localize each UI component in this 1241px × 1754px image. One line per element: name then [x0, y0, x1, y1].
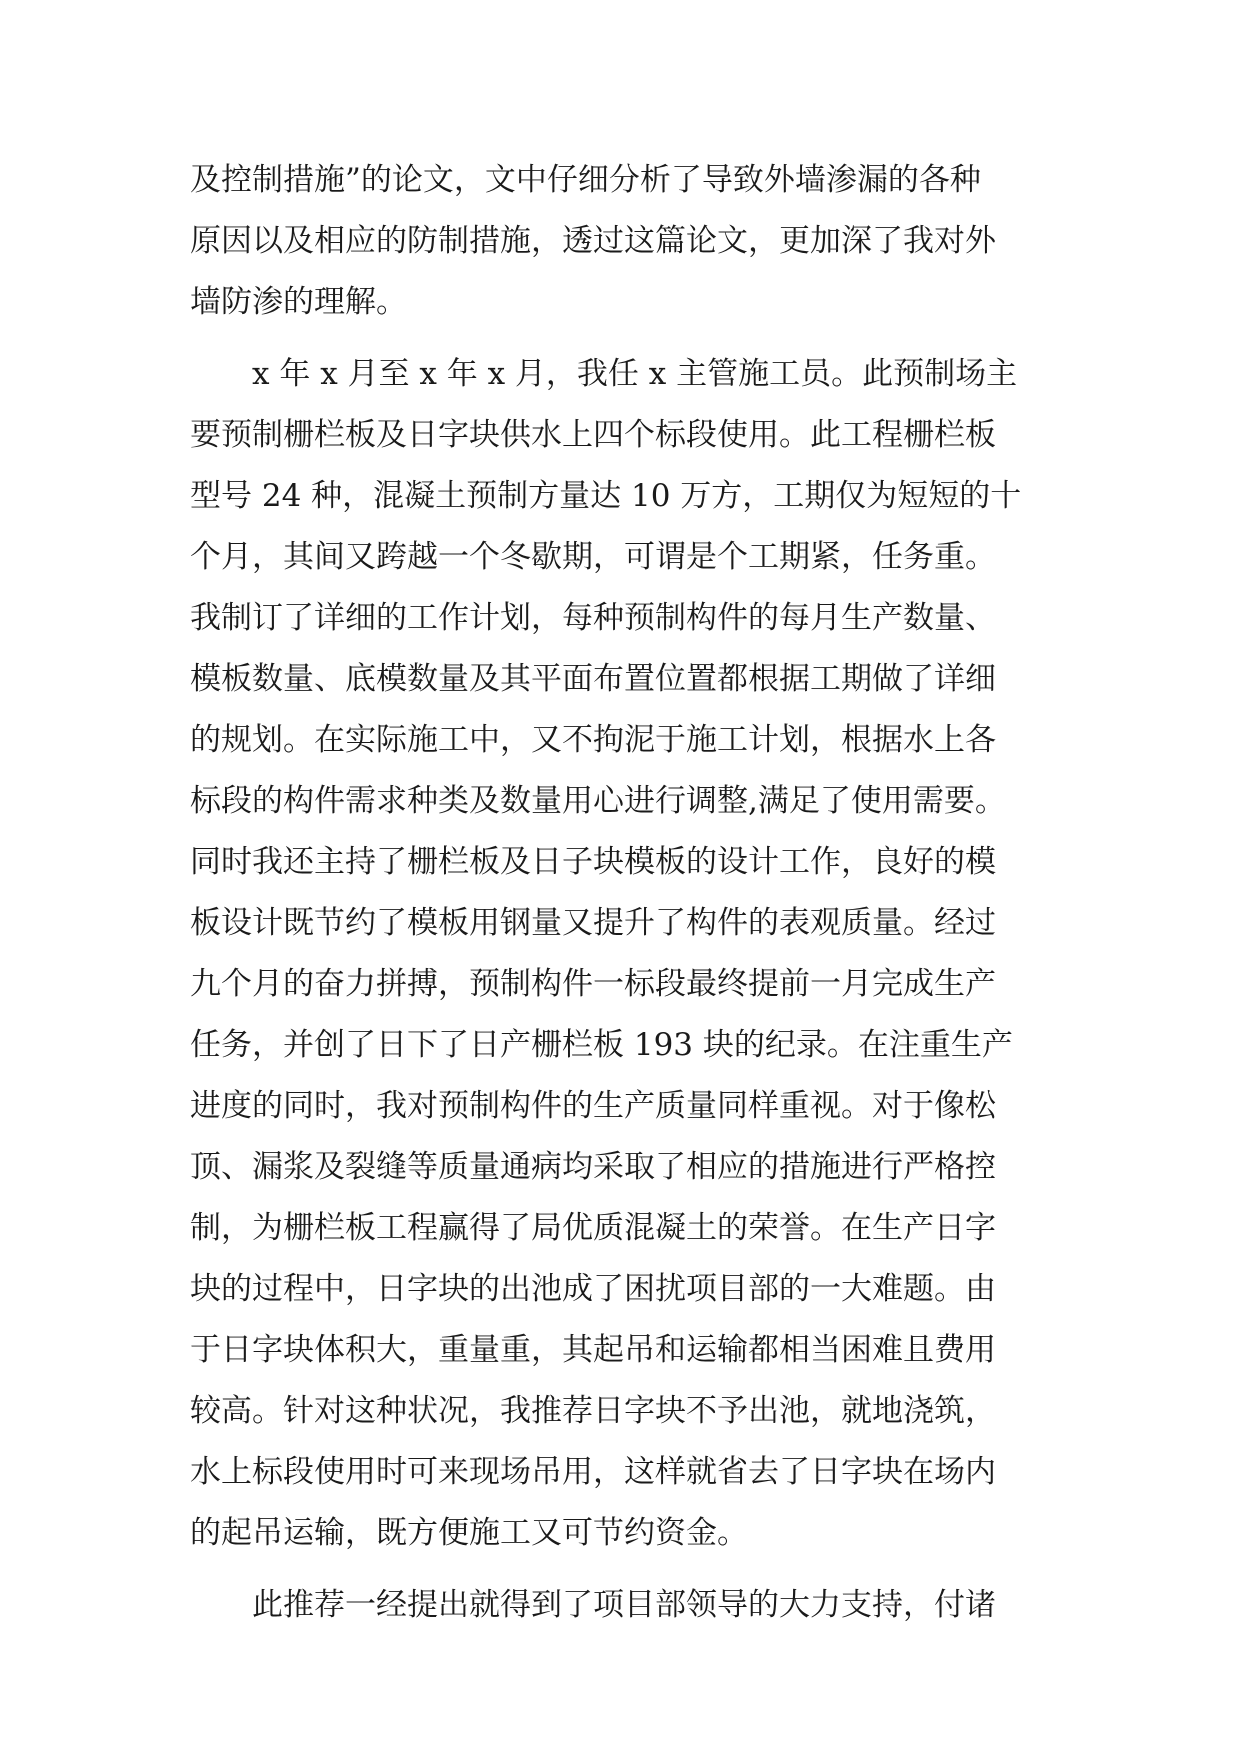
text-line: 较高。针对这种状况，我推荐日字块不予出池，就地浇筑，	[190, 1393, 996, 1429]
text-line: 的起吊运输，既方便施工又可节约资金。	[190, 1515, 748, 1551]
text-line: 个月，其间又跨越一个冬歇期，可谓是个工期紧，任务重。	[190, 539, 996, 575]
text-line: 任务，并创了日下了日产栅栏板 193 块的纪录。在注重生产	[190, 1027, 1013, 1063]
text-line: 的规划。在实际施工中，又不拘泥于施工计划，根据水上各	[190, 722, 996, 758]
text-line: 板设计既节约了模板用钢量又提升了构件的表观质量。经过	[190, 905, 996, 941]
text-line: 九个月的奋力拼搏，预制构件一标段最终提前一月完成生产	[190, 966, 996, 1002]
text-line: 原因以及相应的防制措施，透过这篇论文，更加深了我对外	[190, 223, 996, 259]
paragraph-gap	[190, 333, 1060, 344]
text-line: 此推荐一经提出就得到了项目部领导的大力支持，付诸	[190, 1587, 996, 1623]
text-line: 进度的同时，我对预制构件的生产质量同样重视。对于像松	[190, 1088, 996, 1124]
text-line: 型号 24 种，混凝土预制方量达 10 万方，工期仅为短短的十	[190, 478, 1022, 514]
body-text	[190, 150, 1060, 1636]
text-line: 同时我还主持了栅栏板及日子块模板的设计工作，良好的模	[190, 844, 996, 880]
text-line: 顶、漏浆及裂缝等质量通病均采取了相应的措施进行严格控	[190, 1149, 996, 1185]
text-line: 要预制栅栏板及日字块供水上四个标段使用。此工程栅栏板	[190, 417, 996, 453]
text-line: 于日字块体积大，重量重，其起吊和运输都相当困难且费用	[190, 1332, 996, 1368]
text-line: 块的过程中，日字块的出池成了困扰项目部的一大难题。由	[190, 1271, 996, 1307]
paragraph-gap	[190, 1564, 1060, 1575]
text-line: 及控制措施”的论文，文中仔细分析了导致外墙渗漏的各种	[190, 162, 981, 198]
text-line: x 年 x 月至 x 年 x 月，我任 x 主管施工员。此预制场主	[190, 356, 1018, 392]
text-line: 墙防渗的理解。	[190, 284, 407, 320]
text-line: 我制订了详细的工作计划，每种预制构件的每月生产数量、	[190, 600, 996, 636]
text-line: 标段的构件需求种类及数量用心进行调整,满足了使用需要。	[190, 783, 1006, 819]
text-line: 制，为栅栏板工程赢得了局优质混凝土的荣誉。在生产日字	[190, 1210, 996, 1246]
text-line: 模板数量、底模数量及其平面布置位置都根据工期做了详细	[190, 661, 996, 697]
text-line: 水上标段使用时可来现场吊用，这样就省去了日字块在场内	[190, 1454, 996, 1490]
